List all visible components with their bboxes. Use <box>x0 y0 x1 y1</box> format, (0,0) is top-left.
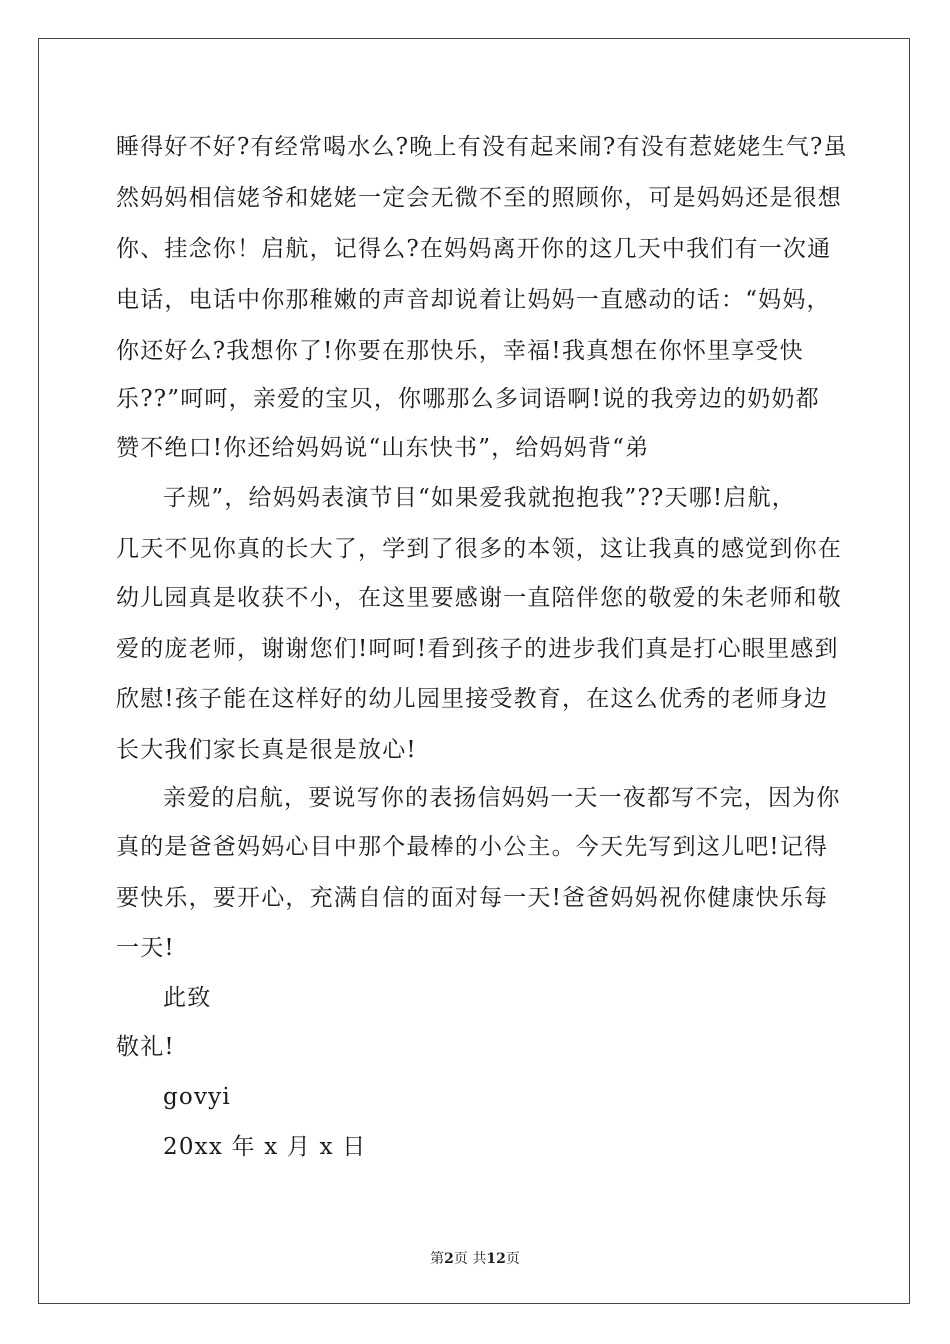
text-line: 赞不绝口!你还给妈妈说“山东快书”，给妈妈背“弟 <box>116 435 650 461</box>
text-line: 长大我们家长真是很是放心! <box>116 737 417 763</box>
text-line: 欣慰!孩子能在这样好的幼儿园里接受教育，在这么优秀的老师身边 <box>116 686 829 712</box>
text-line: 亲爱的启航，要说写你的表扬信妈妈一天一夜都写不完，因为你 <box>163 785 841 811</box>
page-footer <box>0 1248 950 1268</box>
text-line: 真的是爸爸妈妈心目中那个最棒的小公主。今天先写到这儿吧!记得 <box>116 834 829 860</box>
salutation-line: 此致 <box>163 985 212 1011</box>
footer-middle: 页 共 <box>453 1251 487 1267</box>
text-line: 你、挂念你！启航，记得么?在妈妈离开你的这几天中我们有一次通 <box>116 236 832 262</box>
text-line: 电话，电话中你那稚嫩的声音却说着让妈妈一直感动的话：“妈妈， <box>116 287 831 313</box>
text-line: 几天不见你真的长大了，学到了很多的本领，这让我真的感觉到你在 <box>116 536 842 562</box>
text-line: 子规”，给妈妈表演节目“如果爱我就抱抱我”??天哪!启航， <box>163 485 796 511</box>
text-line: 乐??”呵呵，亲爱的宝贝，你哪那么多词语啊!说的我旁边的奶奶都 <box>116 386 820 412</box>
signature-line: govyi <box>163 1084 231 1110</box>
current-page-number: 2 <box>444 1251 454 1267</box>
text-line: 然妈妈相信姥爷和姥姥一定会无微不至的照顾你，可是妈妈还是很想 <box>116 185 842 211</box>
date-line: 20xx 年 x 月 x 日 <box>163 1134 367 1160</box>
footer-suffix: 页 <box>505 1251 520 1267</box>
text-line: 要快乐，要开心，充满自信的面对每一天!爸爸妈妈祝你健康快乐每 <box>116 885 829 911</box>
footer-prefix: 第 <box>430 1251 445 1267</box>
text-line: 睡得好不好?有经常喝水么?晚上有没有起来闹?有没有惹姥姥生气?虽 <box>116 134 848 160</box>
text-line: 一天! <box>116 935 175 961</box>
text-line: 你还好么?我想你了!你要在那快乐，幸福!我真想在你怀里享受快 <box>116 338 804 364</box>
total-page-number: 12 <box>486 1251 506 1267</box>
text-line: 爱的庞老师，谢谢您们!呵呵!看到孩子的进步我们真是打心眼里感到 <box>116 636 839 662</box>
text-line: 幼儿园真是收获不小，在这里要感谢一直陪伴您的敬爱的朱老师和敬 <box>116 585 842 611</box>
salutation-line: 敬礼! <box>116 1034 175 1060</box>
page-frame <box>38 38 910 1304</box>
